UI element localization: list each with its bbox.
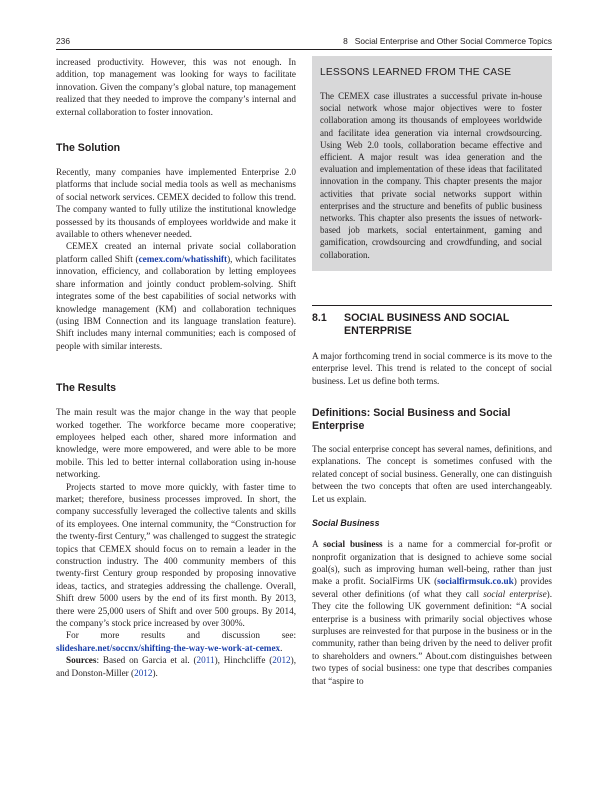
citation-year-2012-a[interactable]: 2012: [272, 655, 291, 666]
slideshare-link[interactable]: slideshare.net/soccnx/shifting-the-way-we-work-at-cemex: [56, 642, 281, 653]
page-number: 236: [56, 36, 70, 46]
heading-definitions: Definitions: Social Business and Social Enterprise: [312, 407, 511, 433]
solution-paragraph-1: Recently, many companies have implemented Enterprise 2.0 platforms that include social media tools as well as mechanisms of social network services. CEMEX decided to follow this trend. The company wanted to fully utilize the institutional knowledge possessed by its thousands of employees worldwide and make it available to others whenever needed.: [56, 167, 296, 240]
sources-text-d: ).: [152, 667, 158, 678]
header-rule: [56, 49, 552, 50]
heading-social-business: Social Business: [312, 518, 380, 529]
section-title: SOCIAL BUSINESS AND SOCIAL ENTERPRISE: [344, 311, 510, 337]
citation-year-2011[interactable]: 2011: [196, 655, 215, 666]
section-number: 8.1: [312, 311, 327, 324]
social-business-term: social business: [323, 539, 383, 550]
social-enterprise-term: social enterprise: [483, 588, 547, 599]
intro-paragraph: increased productivity. However, this was not enough. In addition, top management was looking for ways to facilitate innovation. Given the company’s global nature, top management realized that they needed to improve the company’s internal and external collaboration to foster innovation.: [56, 57, 296, 117]
sources-text-a: : Based on Garcia et al. (: [96, 655, 197, 666]
cemex-shift-link[interactable]: cemex.com/whatisshift: [138, 253, 228, 264]
definitions-paragraph: The social enterprise concept has several names, definitions, and explanations. The concept is sometimes confused with the related concept of social business. Generally, one can distinguish between the two concepts that often are used interchangeably. Let us explain.: [312, 444, 552, 504]
section-intro-paragraph: A major forthcoming trend in social commerce is its move to the enterprise level. This trend is related to the concept of social business. Let us define both terms.: [312, 350, 552, 386]
heading-the-results: The Results: [56, 382, 117, 395]
right-column: [312, 56, 552, 687]
more-results-paragraph: [56, 629, 296, 654]
sb-text-c: ) provides several other definitions (of what they call: [312, 576, 552, 599]
sb-text-b: is a name for a commercial for-profit or nonprofit organization that is designed to achieve some social goal(s), such as improving human well-being, rather than just make a profit. SocialFirms UK (: [312, 539, 552, 587]
results-paragraph-2: Projects started to move more quickly, with faster time to market; therefore, business processes improved. In short, the company successfully leveraged the collective talents and skills of its employees. One internal community, the “Construction for the twenty-first Century,” was challenged to suggest the strategic topics that CEMEX should focus on to remain a leader in the construction industry. The 400 community members of this twenty-first Century group responded by proposing innovative ideas, tactics, and strategies addressing the challenge. Overall, Shift drew 5000 users by the end of its first month. By 2013, there were 25,000 users of Shift and over 500 groups. By 2014, the company’s stock price increased by over 300%.: [56, 481, 296, 629]
results-paragraph-1: The main result was the major change in the way that people worked together. The workforce became more cooperative; employees helped each other, shared more information and knowledge, were more empowered, and were able to be more mobile. This led to better internal collaboration using in-house networking.: [56, 407, 296, 480]
socialfirms-link[interactable]: socialfirmsuk.co.uk: [437, 576, 514, 587]
sources-paragraph: [56, 654, 296, 679]
running-header: [56, 36, 552, 50]
sb-text-a: A: [312, 539, 324, 550]
lessons-learned-title: LESSONS LEARNED FROM THE CASE: [320, 67, 512, 78]
solution-text-b: ), which facilitates innovation, efficiency, and collaboration by letting employees share information and jointly conduct problem-solving. Shift integrates some of the best capabilities of social networks with knowledge management (KM) and collaboration techniques (using IBM Connection and its language translation feature). Shift includes many internal communities; each is composed of people with similar interests.: [56, 253, 296, 351]
sources-text-c: ), and Donston-Miller (: [56, 655, 296, 678]
lessons-learned-body: The CEMEX case illustrates a successful private in-house social network whose major objectives were to foster collaboration among its thousands of employees worldwide and facilitate idea generation via internal crowdsourcing. Using Web 2.0 tools, collaboration became effective and efficient. A major result was idea generation and the evaluation and implementation of these ideas that facilitated innovation in the company. This chapter presents the major activities that private social networks support within enterprises and the structure and benefits of public business networks. This chapter also presents the issues of network-based job markets, social entertainment, gaming and gamification, crowdsourcing and crowdfunding, and social collaboration.: [320, 91, 542, 260]
more-results-text: For more results and discussion see:: [66, 630, 296, 641]
sources-label: Sources: [66, 655, 97, 666]
running-title: 8 Social Enterprise and Other Social Commerce Topics: [343, 36, 552, 46]
solution-text-a: CEMEX created an internal private social collaboration platform called Shift (: [56, 241, 296, 264]
sources-text-b: ), Hinchcliffe (: [214, 655, 273, 666]
sb-text-d: ). They cite the following UK government definition: “A social enterprise is a business with primarily social objectives whose surpluses are reinvested for that purpose in the business or in the community, rather than being driven by the need to deliver profit to shareholders and owners.” About.com distinguishes between two types of social business: one type that describes companies that “aspire to: [312, 588, 553, 686]
left-column: [56, 56, 296, 679]
section-8-1-heading: [312, 305, 552, 338]
more-results-period: .: [280, 642, 283, 653]
social-business-paragraph: [312, 538, 552, 687]
lessons-learned-box: [312, 56, 552, 271]
solution-paragraph-2: [56, 240, 296, 352]
citation-year-2012-b[interactable]: 2012: [134, 667, 153, 678]
heading-the-solution: The Solution: [56, 142, 121, 155]
